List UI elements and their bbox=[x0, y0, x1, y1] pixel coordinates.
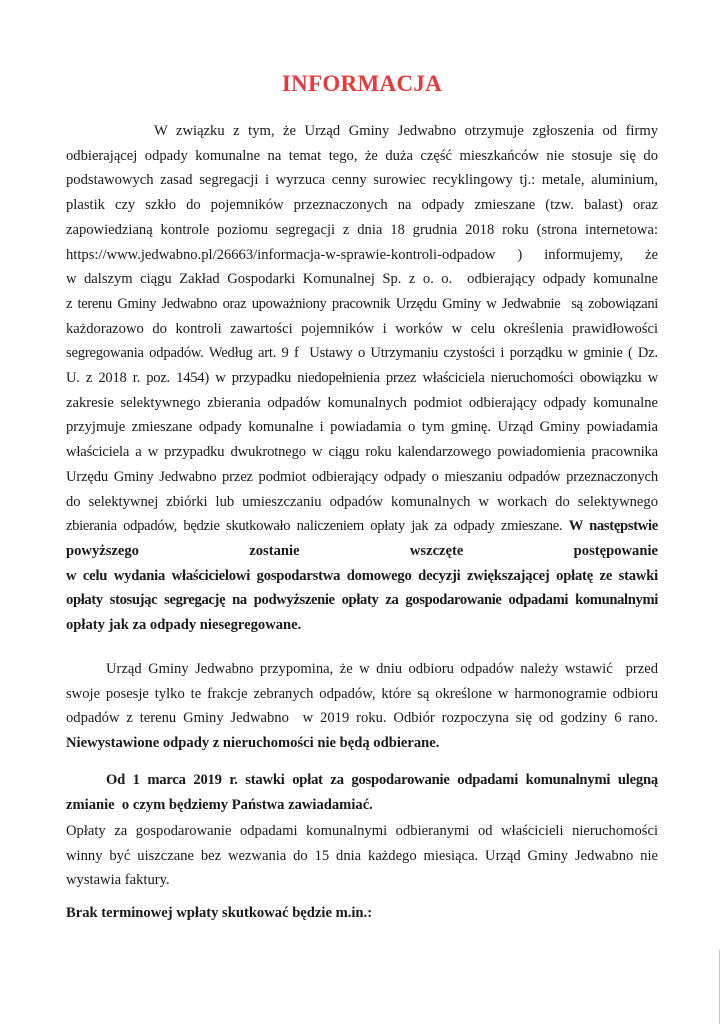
bold-text-line: Brak terminowej wpłaty skutkować będzie m.in.: bbox=[66, 905, 373, 921]
text-line: Urzędu Gminy Jedwabno przez podmiot odbierający odpady o mieszaniu odpadów przeznaczonych bbox=[66, 468, 658, 485]
text-line: do selektywnej zbiórki lub umieszczaniu odpadów komunalnych w workach do selektywnego bbox=[66, 493, 658, 510]
text-line: odbierającej odpady komunalne na temat tego, że duża część mieszkańców nie stosuje się do bbox=[66, 147, 658, 164]
bold-text-line: opłaty jak za odpady niesegregowane. bbox=[66, 617, 302, 634]
text-line: podstawowych zasad segregacji i wyrzuca cenny surowiec recyklingowy tj.: metale, aluminium, bbox=[66, 172, 658, 189]
text-line: Urząd Gminy Jedwabno przypomina, że w dniu odbioru odpadów należy wstawić przed bbox=[106, 661, 658, 677]
paragraph-5 bbox=[66, 901, 658, 926]
bold-text-line: Niewystawione odpady z nieruchomości nie będą odbierane. bbox=[66, 735, 440, 752]
text-line: winny być uiszczane bez wezwania do 15 dnia każdego miesiąca. Urząd Gminy Jedwabno nie bbox=[66, 847, 658, 864]
paragraph-3 bbox=[66, 768, 658, 817]
text-line: wystawia faktury. bbox=[66, 872, 170, 889]
text-line: Opłaty za gospodarowanie odpadami komunalnymi odbieranymi od właścicieli nieruchomości bbox=[66, 823, 658, 839]
text-line: z terenu Gminy Jedwabno oraz upoważniony pracownik Urzędu Gminy w Jedwabnie są zobowiązani bbox=[66, 295, 658, 312]
text-line: zakresie selektywnego zbierania odpadów komunalnych podmiot odbierający odpady komunalne bbox=[66, 394, 658, 411]
text-line: zapowiedzianą kontrole poziomu segregacji z dnia 18 grudnia 2018 roku (strona internetowa: bbox=[66, 221, 658, 238]
paragraph-2 bbox=[66, 657, 658, 756]
bold-text-line: opłaty stosując segregację na podwyższenie opłaty za gospodarowanie odpadami komunalnymi bbox=[66, 592, 658, 609]
bold-text-line: zmianie o czym będziemy Państwa zawiadamiać. bbox=[66, 796, 373, 813]
paragraph-4 bbox=[66, 819, 658, 893]
text-line: każdorazowo do kontroli zawartości pojemników i worków w celu określenia prawidłowości bbox=[66, 320, 658, 337]
bold-text-line: w celu wydania właścicielowi gospodarstwa domowego decyzji zwiększającej opłatę ze stawki bbox=[66, 567, 658, 584]
document-title: INFORMACJA bbox=[281, 71, 443, 96]
text-line: w dalszym ciągu Zakład Gospodarki Komunalnej Sp. z o. o. odbierający odpady komunalne bbox=[66, 271, 658, 288]
url-line: https://www.jedwabno.pl/26663/informacja-w-sprawie-kontroli-odpadow ) informujemy, że bbox=[66, 246, 658, 263]
text-line: segregowania odpadów. Według art. 9 f Ustawy o Utrzymaniu czystości i porządku w gminie ( Dz. bbox=[66, 345, 658, 362]
text-line: właściciela a w przypadku dwukrotnego w ciągu roku kalendarzowego powiadomienia pracownika bbox=[66, 444, 658, 461]
bold-text-line: Od 1 marca 2019 r. stawki opłat za gospodarowanie odpadami komunalnymi ulegną bbox=[106, 772, 658, 788]
text-line: plastik czy szkło do pojemników przeznaczonych na odpady zmieszane (tzw. balast) oraz bbox=[66, 197, 658, 214]
text-line: swoje posesje tylko te frakcje zebranych odpadów, które są określone w harmonogramie odbioru bbox=[66, 685, 658, 702]
text-line: U. z 2018 r. poz. 1454) w przypadku niedopełnienia przez właściciela nieruchomości obowiązku w bbox=[66, 370, 658, 387]
text-line: W związku z tym, że Urząd Gminy Jedwabno otrzymuje zgłoszenia od firmy bbox=[154, 123, 658, 139]
text-line-mixed bbox=[66, 514, 658, 539]
text-line: odpadów z terenu Gminy Jedwabno w 2019 roku. Odbiór rozpoczyna się od godziny 6 rano. bbox=[66, 710, 658, 727]
text-segment: zbierania odpadów, będzie skutkowało naliczeniem opłaty jak za odpady zmieszane. bbox=[66, 518, 563, 535]
bold-text-line: powyższego zostanie wszczęte postępowanie bbox=[66, 542, 658, 559]
scan-edge-line bbox=[719, 950, 720, 1024]
text-line: przyjmuje zmieszane odpady komunalne i powiadamia o tym gminę. Urząd Gminy powiadamia bbox=[66, 419, 658, 436]
paragraph-1 bbox=[66, 119, 658, 638]
bold-text-segment: W następstwie bbox=[568, 518, 658, 535]
